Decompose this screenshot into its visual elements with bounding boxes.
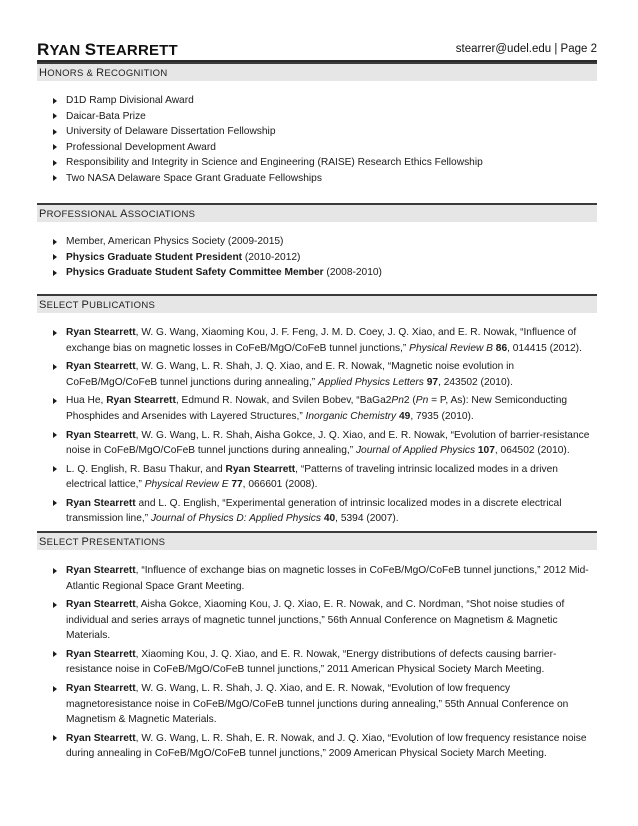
list-item: Physics Graduate Student President (2010-2012) (53, 250, 597, 266)
list-item: Professional Development Award (53, 140, 597, 156)
presentations-list (53, 563, 597, 765)
section-title: HONORS & RECOGNITION (39, 67, 168, 79)
publication-item: Ryan Stearrett and L. Q. English, “Experimental generation of intrinsic localized modes in a discrete electrical transmission line,” Journal of Physics D: Applied Physics 40, 5394 (2007). (53, 496, 597, 527)
presentation-item: Ryan Stearrett, Xiaoming Kou, J. Q. Xiao, and E. R. Nowak, “Energy distributions of defects causing barrier-resistance noise in CoFeB/MgO/CoFeB tunnel junctions,” 2011 American Physical Society March Meeting. (53, 647, 597, 678)
associations-list (53, 234, 597, 281)
publication-item: L. Q. English, R. Basu Thakur, and Ryan Stearrett, “Patterns of traveling intrinsic localized modes in a driven electrical lattice,” Physical Review E 77, 066601 (2008). (53, 462, 597, 493)
presentation-item: Ryan Stearrett, W. G. Wang, L. R. Shah, E. R. Nowak, and J. Q. Xiao, “Evolution of low frequency resistance noise during annealing in CoFeB/MgO/CoFeB tunnel junctions,” 2009 American Physical Society March Meeting. (53, 731, 597, 762)
resume-page (37, 0, 597, 760)
section-header-publications (37, 294, 597, 313)
publication-item: Ryan Stearrett, W. G. Wang, L. R. Shah, Aisha Gokce, J. Q. Xiao, and E. R. Nowak, “Evolution of barrier-resistance noise in CoFeB/MgO/CoFeB tunnel junctions during annealing,” Journal of Applied Physics 107, 064502 (2010). (53, 428, 597, 459)
section-title: SELECT PUBLICATIONS (39, 299, 156, 311)
list-item: Member, American Physics Society (2009-2015) (53, 234, 597, 250)
publication-item: Hua He, Ryan Stearrett, Edmund R. Nowak, and Svilen Bobev, “BaGa2Pn2 (Pn = P, As): New Semiconducting Phosphides and Arsenides with Layered Structures,” Inorganic Chemistry 49, 7935 (2010). (53, 393, 597, 424)
list-item: University of Delaware Dissertation Fellowship (53, 124, 597, 140)
section-header-presentations (37, 531, 597, 550)
section-header-honors (37, 62, 597, 81)
author-name: RYAN STEARRETT (37, 40, 178, 59)
publication-item: Ryan Stearrett, W. G. Wang, Xiaoming Kou, J. F. Feng, J. M. D. Coey, J. Q. Xiao, and E. R. Nowak, “Influence of exchange bias on magnetic losses in CoFeB/MgO/CoFeB tunnel junctions,” Physical Review B 86, 014415 (2012). (53, 325, 597, 356)
publication-item: Ryan Stearrett, W. G. Wang, L. R. Shah, J. Q. Xiao, and E. R. Nowak, “Magnetic noise evolution in CoFeB/MgO/CoFeB tunnel junctions during annealing,” Applied Physics Letters 97, 243502 (2010). (53, 359, 597, 390)
list-item: Physics Graduate Student Safety Committee Member (2008-2010) (53, 265, 597, 281)
list-item: D1D Ramp Divisional Award (53, 93, 597, 109)
section-header-associations (37, 203, 597, 222)
presentation-item: Ryan Stearrett, W. G. Wang, L. R. Shah, J. Q. Xiao, and E. R. Nowak, “Evolution of low frequency magnetoresistance noise in CoFeB/MgO/CoFeB tunnel junctions during annealing,” 55th Annual Conference on Magnetism & Magnetic Materials. (53, 681, 597, 728)
list-item: Responsibility and Integrity in Science and Engineering (RAISE) Research Ethics Fellowship (53, 155, 597, 171)
section-title: SELECT PRESENTATIONS (39, 536, 166, 548)
list-item: Two NASA Delaware Space Grant Graduate Fellowships (53, 171, 597, 187)
list-item: Daicar-Bata Prize (53, 109, 597, 125)
presentation-item: Ryan Stearrett, “Influence of exchange bias on magnetic losses in CoFeB/MgO/CoFeB tunnel junctions,” 2012 Mid-Atlantic Regional Space Grant Meeting. (53, 563, 597, 594)
presentation-item: Ryan Stearrett, Aisha Gokce, Xiaoming Kou, J. Q. Xiao, E. R. Nowak, and C. Nordman, “Shot noise studies of individual and series arrays of magnetic tunnel junctions,” 56th Annual Conference on Magnetism & Magnetic Materials. (53, 597, 597, 644)
section-title: PROFESSIONAL ASSOCIATIONS (39, 208, 196, 220)
contact-email-page: stearrer@udel.edu | Page 2 (455, 43, 597, 55)
honors-list (53, 93, 597, 186)
publications-list (53, 325, 597, 530)
